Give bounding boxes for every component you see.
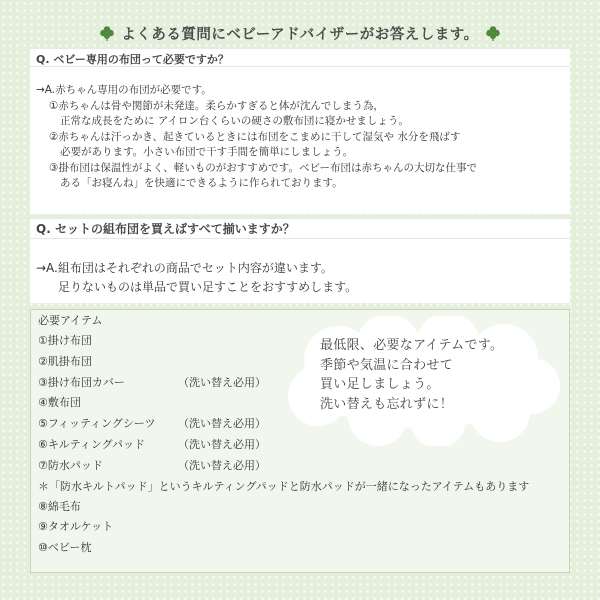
clover-icon [485,25,501,41]
faq-answer [30,67,570,192]
list-item [38,538,562,559]
answer-line: 必要があります。小さい布団で干す手間を簡単にしましょう。 [60,146,354,158]
items-title: 必要アイテム [38,314,103,327]
answer-line: →A.赤ちゃん専用の布団が必要です。 [36,84,212,96]
list-item [38,497,562,518]
item-label: ③掛け布団カバー [38,375,125,389]
answer-line: ある「お寝んね」を快適にできるように作られております。 [60,177,343,189]
faq-question: Q. セットの組布団を買えばすべて揃いますか？ [30,219,570,239]
clover-icon [99,25,115,41]
faq-block-1 [30,49,570,214]
item-label: ②肌掛布団 [38,354,92,368]
page-header [0,20,600,46]
bubble-line: 季節や気温に合わせて [320,357,454,373]
item-label: ⑤フィッティングシーツ [38,417,156,431]
bubble-line: 洗い替えも忘れずに！ [320,396,454,412]
item-label: ④敷布団 [38,396,81,410]
faq-question: Q. ベビー専用の布団って必要ですか？ [30,49,570,67]
answer-line: 足りないものは単品で買い足すことをおすすめします。 [58,280,358,294]
items-footnote: ＊「防水キルトパッド」というキルティングパッドと防水パッドが一緒になったアイテムもあります [38,479,530,493]
speech-bubble [320,336,560,414]
item-note: （洗い替え必用） [178,458,266,472]
answer-line: →A.組布団はそれぞれの商品でセット内容が違います。 [36,261,333,275]
item-note: （洗い替え必用） [178,417,266,431]
item-label: ⑨タオルケット [38,520,114,534]
answer-line: 正常な成長をために アイロン台くらいの硬さの敷布団に寝かせましょう。 [60,115,409,127]
item-note: （洗い替え必用） [178,375,266,389]
item-label: ⑧綿毛布 [38,499,81,513]
faq-block-2 [30,219,570,303]
item-note: （洗い替え必用） [178,437,266,451]
list-item [38,456,562,477]
item-label: ⑥キルティングパッド [38,437,145,451]
page-title: よくある質問にベビーアドバイザーがお答えします。 [121,26,479,43]
list-item [38,517,562,538]
bubble-line: 買い足しましょう。 [320,377,440,393]
bubble-line: 最低限、必要なアイテムです。 [320,338,504,353]
answer-line: ①赤ちゃんは骨や関節が未発達。柔らかすぎると体が沈んでしまう為， [49,99,384,112]
item-label: ①掛け布団 [38,334,92,347]
item-label: ⑩ベビー枕 [38,541,92,555]
faq-answer [30,239,570,297]
answer-line: ②赤ちゃんは汗っかき、起きているときには布団をこまめに干して湿気や 水分を飛ばす [49,130,461,143]
answer-line: ③掛布団は保温性がよく、軽いものがおすすめです。ベビー布団は赤ちゃんの大切な仕事で [49,161,478,174]
item-label: ⑦防水パッド [38,458,103,472]
